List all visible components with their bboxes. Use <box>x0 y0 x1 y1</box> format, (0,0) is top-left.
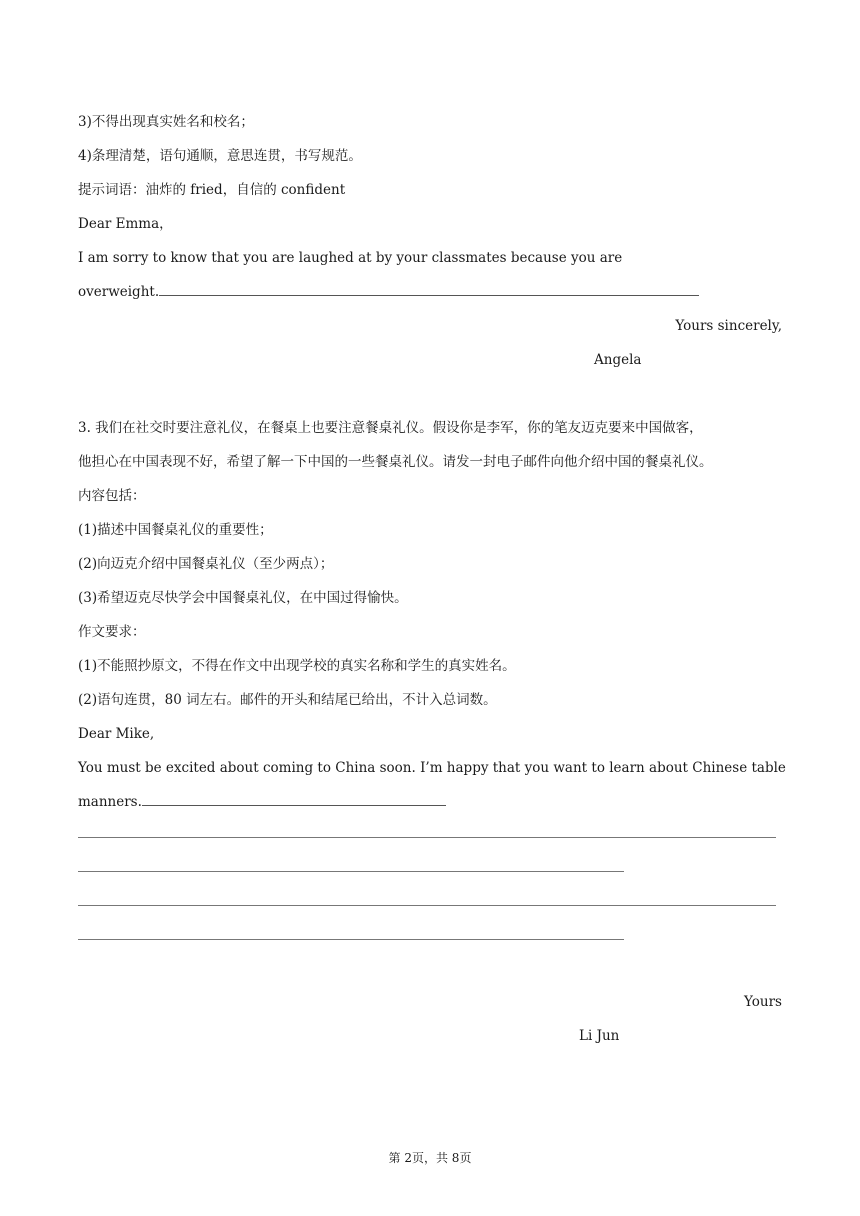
letter-greeting: Dear Mike, <box>78 726 155 742</box>
letter-opening-continued <box>78 283 699 301</box>
letter-opening: I am sorry to know that you are laughed at by your classmates because you are <box>78 250 623 266</box>
page-number: 第 2页，共 8页 <box>388 1151 472 1165</box>
question-prompt-line-2: 他担心在中国表现不好，希望了解一下中国的一些餐桌礼仪。请发一封电子邮件向他介绍中国的餐桌礼仪。 <box>78 454 713 470</box>
letter-closing: Yours sincerely, <box>675 318 782 334</box>
letter-opening: You must be excited about coming to China soon. I’m happy that you want to learn about Chinese table <box>78 760 786 776</box>
answer-line[interactable] <box>78 837 776 838</box>
content-heading: 内容包括： <box>78 488 146 504</box>
hint-words: 提示词语：油炸的 fried，自信的 confident <box>78 182 346 198</box>
letter-opening-continued <box>78 793 446 811</box>
opening-tail-text: manners. <box>78 794 142 810</box>
requirements-heading: 作文要求： <box>78 624 146 640</box>
requirement-3: 3)不得出现真实姓名和校名； <box>78 114 254 130</box>
answer-line[interactable] <box>78 905 776 906</box>
requirement-item: (1)不能照抄原文，不得在作文中出现学校的真实名称和学生的真实姓名。 <box>78 658 516 674</box>
content-item: (3)希望迈克尽快学会中国餐桌礼仪，在中国过得愉快。 <box>78 590 408 606</box>
letter-signature: Li Jun <box>579 1028 620 1044</box>
letter-closing: Yours <box>744 994 782 1010</box>
letter-greeting: Dear Emma， <box>78 216 173 232</box>
answer-line[interactable] <box>78 871 624 872</box>
content-item: (1)描述中国餐桌礼仪的重要性； <box>78 522 273 538</box>
content-item: (2)向迈克介绍中国餐桌礼仪（至少两点）； <box>78 556 334 572</box>
requirement-item: (2)语句连贯，80 词左右。邮件的开头和结尾已给出，不计入总词数。 <box>78 692 497 708</box>
letter-signature: Angela <box>594 352 642 368</box>
answer-blank[interactable] <box>159 283 699 296</box>
opening-tail-text: overweight. <box>78 284 160 300</box>
question-prompt-line-1: 3. 我们在社交时要注意礼仪，在餐桌上也要注意餐桌礼仪。假设你是李军，你的笔友迈克要来中国做客， <box>78 420 703 436</box>
answer-blank[interactable] <box>142 793 446 806</box>
answer-line[interactable] <box>78 939 624 940</box>
requirement-4: 4)条理清楚，语句通顺，意思连贯，书写规范。 <box>78 148 362 164</box>
